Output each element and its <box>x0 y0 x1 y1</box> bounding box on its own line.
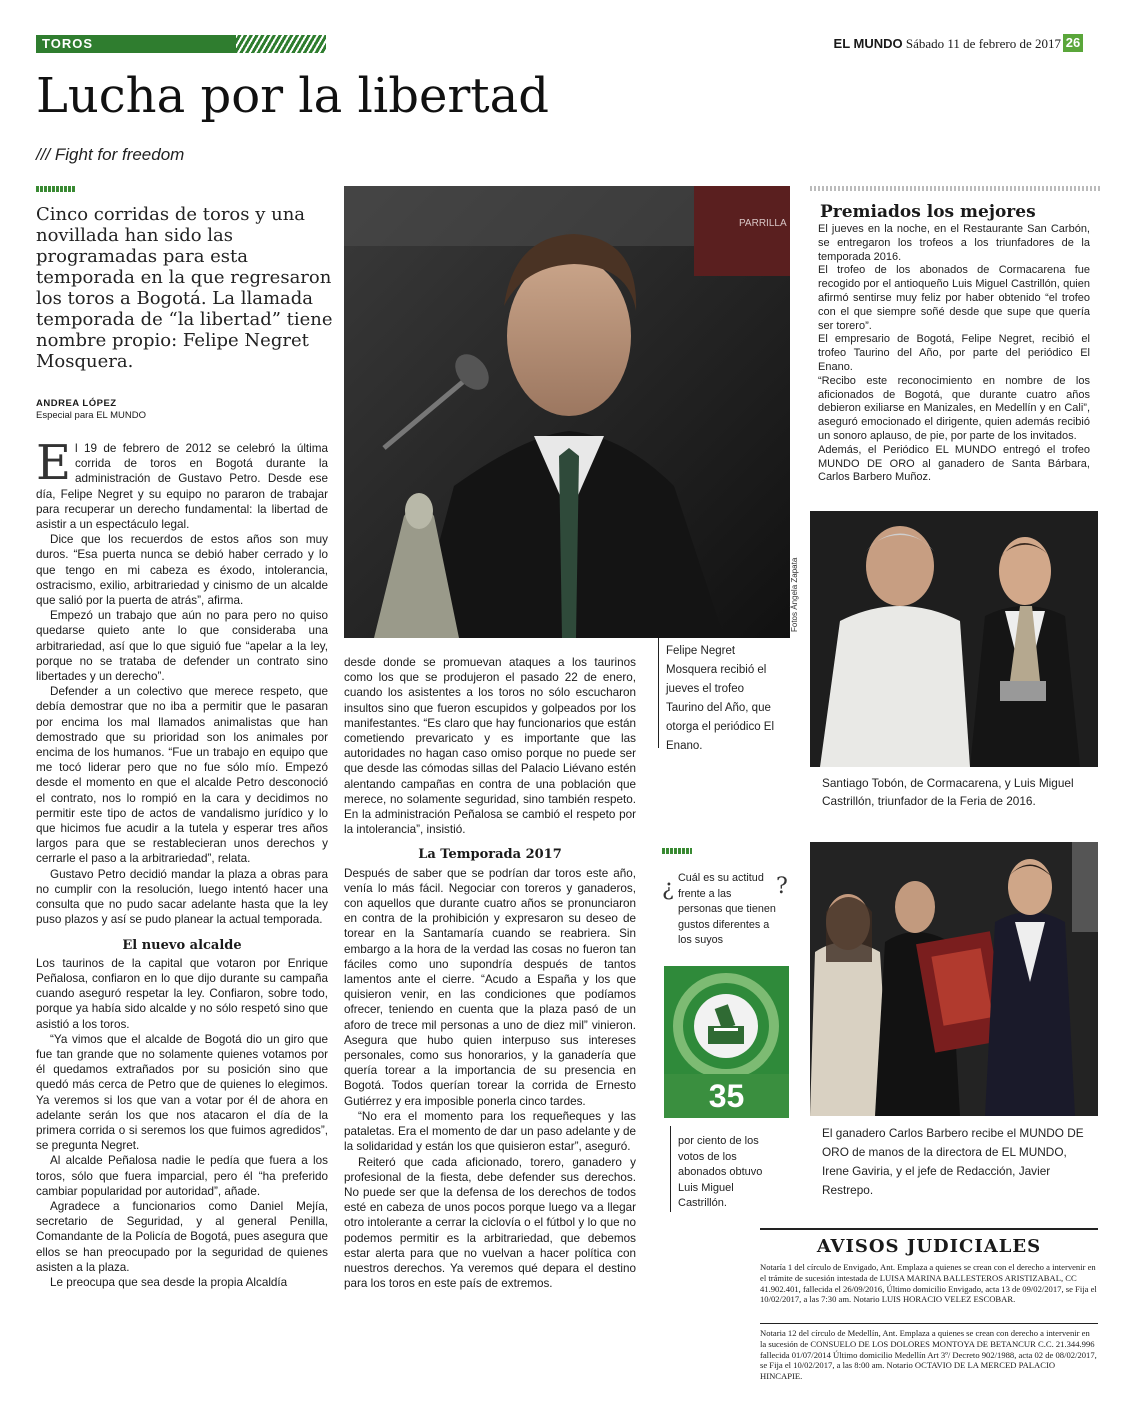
paragraph: Agradece a funcionarios como Daniel Mejía, secretario de Seguridad, y al general Penilla, Comandante de la Policía de Bogotá, pues asegura que ellos se han preocupado por la seguridad de quienes asisten a la plaza. <box>36 1199 328 1274</box>
lead-tickbar <box>36 186 76 192</box>
paragraph: Reiteró que cada aficionado, torero, ganadero y profesional de la fiesta, debe defender sus derechos. No puede ser que la defensa de los derechos de todos esté en cabeza de unos pocos porque luego va a llegar otro intolerante a cerrar la ciclovía o el fútbol y lo que no podemos permitir es la arbitrariedad, que debemos estar alerta para que no vuelvan a hacer política con nuestros derechos. Ya veremos qué depara el destino para los toros en este país de extremos. <box>344 1155 636 1291</box>
main-photo-caption: Felipe Negret Mosquera recibió el jueves el trofeo Taurino del Año, que otorga el periódico El Enano. <box>666 645 775 752</box>
avisos-top-rule <box>760 1228 1098 1230</box>
notice-2: Notaria 12 del círculo de Medellín, Ant. Emplaza a quienes se crean con derecho a intervenir en la sucesión de CONSUELO DE LOS DOLORES MONTOYA DE BETANCUR C.C. 21.344.996 fallecida 01/07/2014 Último domicilio Medellín Art 3º/ Decreto 902/1988, acta 02 de 08/02/2017, se Fija el 10/02/2017, a las 8:00 am. Notario OCTAVIO DE LA MERCED PALACIO HINCAPIE. <box>760 1328 1097 1382</box>
avisos-title: AVISOS JUDICIALES <box>816 1236 1042 1257</box>
main-photo <box>344 186 790 638</box>
article-column-1 <box>36 435 328 1391</box>
two-men-illustration <box>810 511 1098 767</box>
box-title: Premiados los mejores <box>820 202 1036 222</box>
paragraph: Le preocupa que sea desde la propia Alcaldía <box>50 1275 288 1289</box>
info-number: 35 <box>708 1078 745 1114</box>
box-paragraph: Además, el Periódico EL MUNDO entregó el trofeo MUNDO DE ORO al ganadero de Santa Bárbara, Carlos Barbero Muñoz. <box>818 443 1090 484</box>
paragraph: Defender a un colectivo que merece respeto, que debía demostrar que no iba a permitir que le pasaran por encima los mal llamados animalistas que han demostrado que su prioridad son los animales por encima de los humanos. “Fue un trabajo en equipo que me tocó liderar pero que no fue sólo mío. Empezó desde el momento en que el alcalde Petro desconoció el contrato, nos lo rompió en la cara y decidimos no permitir este tipo de actos de vandalismo jurídico y lo que hicimos fue acudir a la tutela y esperar tres años largos para que se restablecieran unos derechos y cerrarle el paso a la arbitrariedad”, relata. <box>36 685 328 866</box>
box-paragraph: El jueves en la noche, en el Restaurante San Carbón, se entregaron los trofeos a los triunfadores de la temporada 2016. <box>818 223 1090 263</box>
issue-date: Sábado 11 de febrero de 2017 <box>905 36 1061 51</box>
award-ceremony-illustration <box>810 842 1098 1116</box>
info-question: Cuál es su actitud frente a las personas que tienen gustos diferentes a los suyos <box>678 872 776 946</box>
photo-credit: Fotos Ángela Zapata <box>790 557 799 632</box>
drop-cap: E <box>36 435 72 491</box>
box-paragraph: El trofeo de los abonados de Cormacarena fue recogido por el antioqueño Luis Miguel Castrillón, quien afirmó sentirse muy feliz por haber obtenido “el trofeo con el que siempre soñé desde que supe que quería ser torero”. <box>818 264 1090 332</box>
paragraph: “No era el momento para los requeñeques y las pataletas. Era el momento de dar un paso adelante y de la solidaridad y están los que quisieron estar”, aseguró. <box>344 1109 636 1154</box>
backdrop-text: PARRILLA <box>739 218 787 229</box>
photo-mundo-de-oro <box>810 842 1098 1116</box>
caption-rule <box>658 638 659 748</box>
section-label: TOROS <box>42 36 93 51</box>
page-number: 26 <box>1063 34 1083 52</box>
box-tickbar <box>810 186 1100 191</box>
byline-author: ANDREA LÓPEZ <box>36 398 117 409</box>
paragraph: desde donde se promuevan ataques a los taurinos como los que se produjeron el pasado 22 de enero, cuando los asistentes a los toros no sólo escucharon insultos sino que fueron escupidos y golpeados por los manifestantes. “Es claro que hay funcionarios que están cometiendo prevaricato y es importante que las autoridades no hagan caso omiso porque no puede ser que desde las cómodas sillas del Palacio Liévano estén alentando campañas en contra de una población que merece, no solamente seguridad, sino también respeto. En la administración Peñalosa se cambió el respeto por la intolerancia”, insistió. <box>344 656 636 837</box>
question-mark-close-icon: ? <box>776 874 788 899</box>
avisos-divider <box>760 1323 1098 1324</box>
paragraph: Dice que los recuerdos de estos años son muy duros. “Esa puerta nunca se debió haber cerrado y lo que tengo en mi cabeza es éxodo, intolerancia, ostracismo, exilio, arbitrariedad y cinismo de un alcalde que salió por la puerta de atrás”, afirma. <box>36 533 328 608</box>
headline: Lucha por la libertad <box>36 68 549 124</box>
byline-role: Especial para EL MUNDO <box>36 410 146 421</box>
paragraph: Gustavo Petro decidió mandar la plaza a obras para no cumplir con la resolución, luego intentó hacer una consulta que no pudo sacar adelante hasta que la ley puso plazos y así se pudo planear la actual temporada. <box>36 867 328 927</box>
box-text <box>818 223 1090 485</box>
paragraph: Al alcalde Peñalosa nadie le pedía que fuera a los toros, sólo que fuera imparcial, pero él “ha preferido cambiar popularidad por autoridad”, añade. <box>36 1154 328 1198</box>
box-paragraph: El empresario de Bogotá, Felipe Negret, recibió el trofeo Taurino del Año, por parte del periódico El Enano. <box>818 333 1090 373</box>
photo2-caption: Santiago Tobón, de Cormacarena, y Luis Miguel Castrillón, triunfador de la Feria de 2016. <box>822 776 1074 808</box>
paragraph: Empezó un trabajo que aún no para pero no quiso quedarse quieto ante lo que consideraba una arbitrariedad, así que lo que siguió fue “apelar a la ley, porque no se trataba de defender un contrato sino libertades y un derecho”. <box>36 609 328 684</box>
article-column-2 <box>344 655 636 1385</box>
speaker-illustration <box>344 186 790 638</box>
paragraph: Después de saber que se podrían dar toros este año, venía lo más fácil. Negociar con toreros y ganaderos, con aquellos que durante cuatro años se pronunciaron en contra de la prohibición y expresaron su deseo de torear en la Santamaría cuando se reabriera. Sin embargo a la hora de la verdad las cosas no fueron tan fáciles como uno supondría después de tantos lamentos ante el cierre. “Acudo a España y los que quisieron venir, en las condiciones que podíamos ofrecer, teniendo en cuenta que la plaza pasó de un aforo de trece mil personas a uno de diez mil” vinieron. Asegura que hubo quien interpuso sus intereses personales, como sus honorarios, y la ganadería que quería torear a la importancia de su presencia en Bogotá. Todos querían torear la corrida de Ernesto Gutiérrez y era imposible ponerla cinco tardes. <box>344 866 636 1108</box>
paragraph: Los taurinos de la capital que votaron por Enrique Peñalosa, confiaron en lo que dijo durante su campaña cuando aseguró respetar la ley. Confiaron, sobre todo, porque ya había sido alcalde y no sólo respetó sino que asistió a los toros. <box>36 956 328 1031</box>
paper-name: EL MUNDO <box>833 36 903 51</box>
notice-1: Notaría 1 del círculo de Envigado, Ant. Emplaza a quienes se crean con el derecho a intervenir en el trámite de sucesión intestada de LUISA MARINA BALLESTEROS ARISTIZABAL, CC 41.902.401, fallecida el 26/09/2016, Último domicilio Envigado, acta 13 de 09/02/2017, se Fija el 10/02/2017, a las 7:30 am. Notario LUIS HORACIO VELEZ ESCOBAR. <box>760 1262 1097 1305</box>
section-subhead: La Temporada 2017 <box>418 847 562 863</box>
paragraph: l 19 de febrero de 2012 se celebró la última corrida de toros en Bogotá durante la administración de Gustavo Petro. Desde ese día, Felipe Negret y su equipo no pararon de trabajar para recuperar un derecho fundamental: la libertad de asistir a un espectáculo legal. <box>36 442 328 532</box>
section-subhead: El nuevo alcalde <box>122 937 242 953</box>
photo-tobon-castrillon <box>810 511 1098 767</box>
info-tickbar <box>662 848 692 854</box>
info-note: por ciento de los votos de los abonados obtuvo Luis Miguel Castrillón. <box>678 1135 763 1210</box>
photo3-caption: El ganadero Carlos Barbero recibe el MUNDO DE ORO de manos de la directora de EL MUNDO, Irene Gaviria, y el jefe de Redacción, Javier Restrepo. <box>822 1126 1084 1197</box>
paragraph: “Ya vimos que el alcalde de Bogotá dio un giro que fue tan grande que no solamente quienes votamos por él quedamos extrañados por su posición sino que quedó más cerca de Petro que de quienes lo elegimos. Ya veremos si los que van a votar por él de ahora en adelante serán los que nos atacaron el día de la primera corrida o si seremos los que fuimos agredidos”, se pregunta Negret. <box>36 1032 328 1153</box>
question-mark-open-icon: ¿ <box>662 876 674 901</box>
info-graphic-box <box>664 966 789 1118</box>
lead-paragraph: Cinco corridas de toros y una novillada han sido las programadas para esta temporada en la que regresaron los toros a Bogotá. La llamada temporada de “la libertad” tiene nombre propio: Felipe Negret Mosquera. <box>36 204 333 372</box>
subhead: /// Fight for freedom <box>36 145 185 164</box>
box-paragraph: “Recibo este reconocimiento en nombre de los aficionados de Bogotá, que durante cuatro años debieron exiliarse en Manizales, en Medellín y en Cali”, aseguró emocionado el dirigente, quien además recibió un sonoro aplauso, de pie, por parte de los invitados. <box>818 374 1090 442</box>
info-rule <box>670 1126 671 1212</box>
paper-info <box>834 35 1061 53</box>
byline <box>36 398 146 422</box>
